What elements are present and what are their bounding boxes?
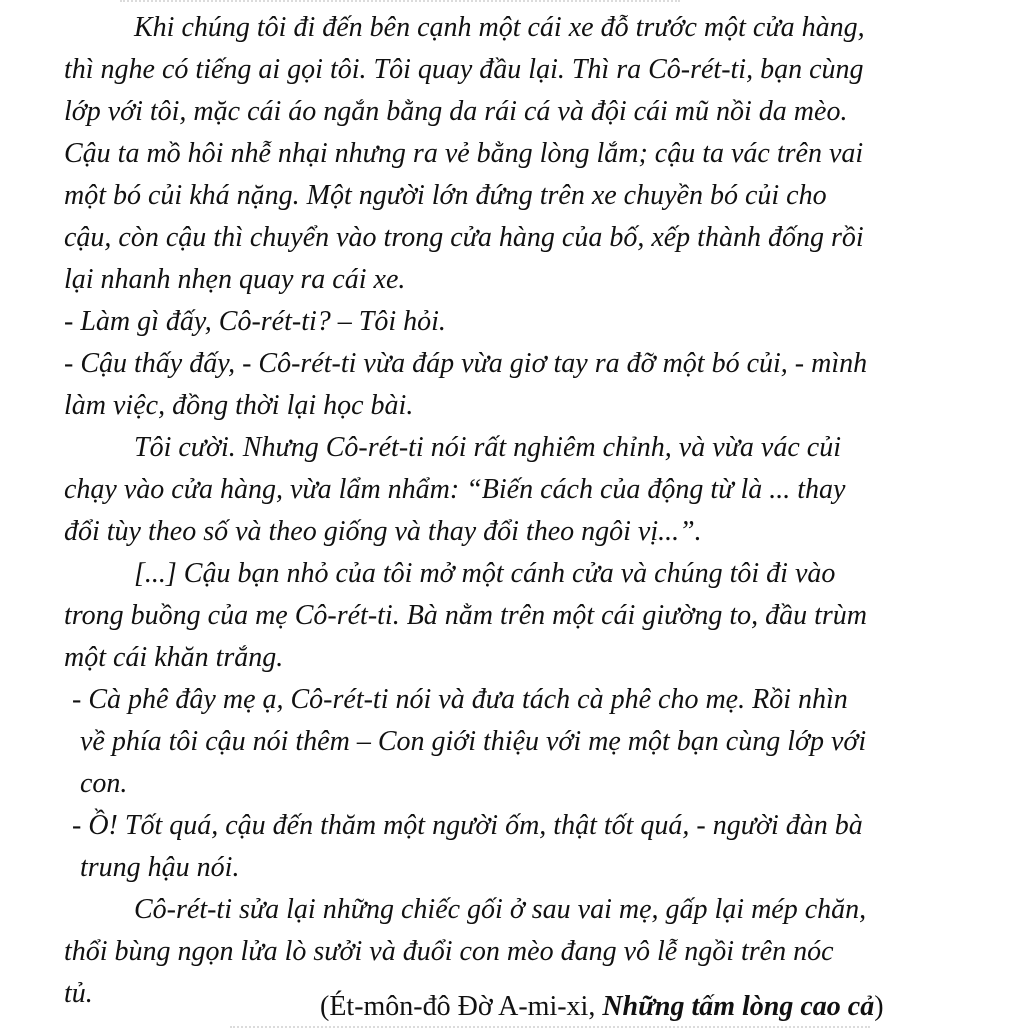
dialogue-line: - Cậu thấy đấy, - Cô-rét-ti vừa đáp vừa giơ tay ra đỡ một bó củi, - mình (64, 348, 868, 379)
cut-off-line-bottom (230, 1026, 870, 1032)
passage-line: trong buồng của mẹ Cô-rét-ti. Bà nằm trên một cái giường to, đầu trùm (64, 600, 868, 631)
passage-line: thì nghe có tiếng ai gọi tôi. Tôi quay đầu lại. Thì ra Cô-rét-ti, bạn cùng (64, 54, 864, 85)
passage-line: một bó củi khá nặng. Một người lớn đứng trên xe chuyền bó củi cho (64, 180, 827, 211)
passage-line: đổi tùy theo số và theo giống và thay đổi theo ngôi vị...”. (64, 516, 702, 547)
citation-suffix: ) (874, 991, 884, 1022)
citation-book-title: Những tấm lòng cao cả (602, 991, 875, 1022)
passage-line: lớp với tôi, mặc cái áo ngắn bằng da rái cá và đội cái mũ nồi da mèo. (64, 96, 848, 127)
passage-line: tủ. (64, 978, 93, 1009)
dialogue-line: làm việc, đồng thời lại học bài. (64, 390, 414, 421)
cut-off-line-top (120, 0, 680, 2)
passage-line: Tôi cười. Nhưng Cô-rét-ti nói rất nghiêm chỉnh, và vừa vác củi (134, 432, 841, 463)
passage-line: Cậu ta mồ hôi nhễ nhại nhưng ra vẻ bằng lòng lắm; cậu ta vác trên vai (64, 138, 864, 169)
dialogue-line: con. (80, 768, 128, 799)
dialogue-line: về phía tôi cậu nói thêm – Con giới thiệu với mẹ một bạn cùng lớp với (80, 726, 867, 757)
passage-line: [...] Cậu bạn nhỏ của tôi mở một cánh cửa và chúng tôi đi vào (134, 558, 836, 589)
dialogue-line: - Cà phê đây mẹ ạ, Cô-rét-ti nói và đưa tách cà phê cho mẹ. Rồi nhìn (72, 684, 848, 715)
dialogue-line: - Ồ! Tốt quá, cậu đến thăm một người ốm, thật tốt quá, - người đàn bà (72, 810, 863, 841)
passage-line: Khi chúng tôi đi đến bên cạnh một cái xe đỗ trước một cửa hàng, (134, 12, 865, 43)
citation-prefix: (Ét-môn-đô Đờ A-mi-xi, (320, 991, 603, 1022)
source-citation (320, 987, 884, 1027)
dialogue-line: trung hậu nói. (80, 852, 240, 883)
passage-line: cậu, còn cậu thì chuyển vào trong cửa hàng của bố, xếp thành đống rồi (64, 222, 864, 253)
dialogue-line: - Làm gì đấy, Cô-rét-ti? – Tôi hỏi. (64, 306, 446, 337)
passage-line: chạy vào cửa hàng, vừa lẩm nhẩm: “Biến cách của động từ là ... thay (64, 474, 846, 505)
passage-line: lại nhanh nhẹn quay ra cái xe. (64, 264, 406, 295)
passage-line: một cái khăn trắng. (64, 642, 284, 673)
passage-line: Cô-rét-ti sửa lại những chiếc gối ở sau vai mẹ, gấp lại mép chăn, (134, 894, 867, 925)
passage-line: thổi bùng ngọn lửa lò sưởi và đuổi con mèo đang vô lễ ngồi trên nóc (64, 936, 834, 967)
